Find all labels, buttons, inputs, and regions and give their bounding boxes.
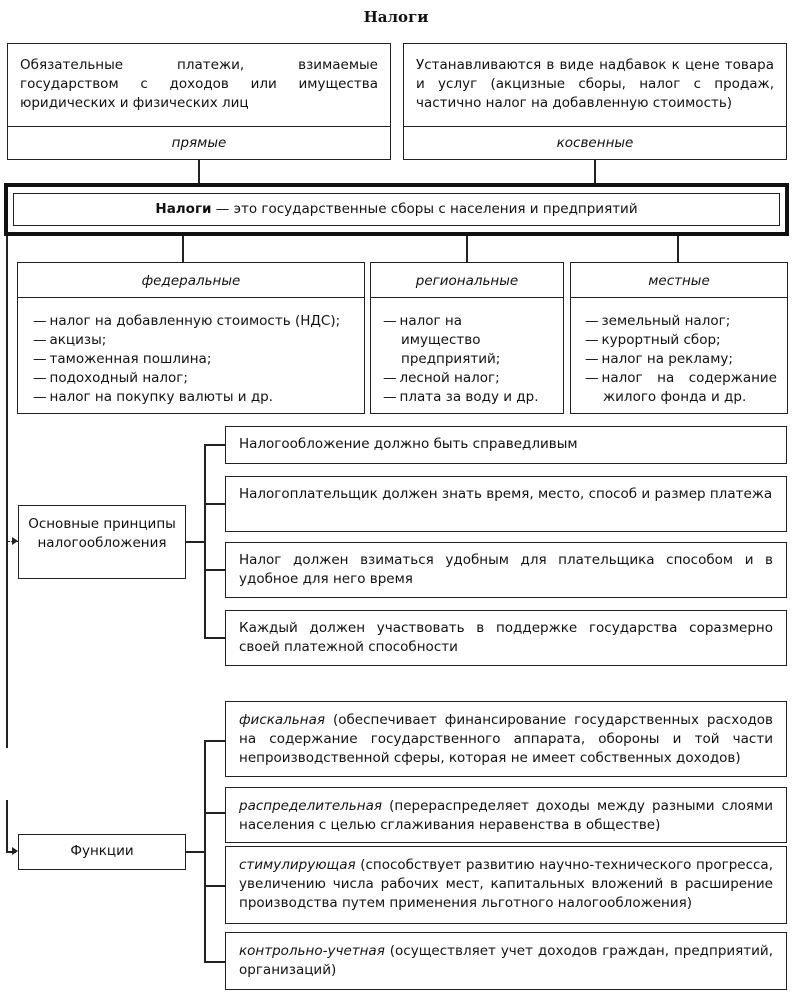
- principle-text: Каждый должен участвовать в поддержке государства соразмерно своей платежной способности: [239, 620, 773, 655]
- principles-label: Основные принципы налогообложения: [28, 516, 176, 551]
- principles-tick: [204, 569, 225, 571]
- direct-taxes-description: Обязательные платежи, взимаемые государством с доходов или имущества юридических и физических лиц: [20, 57, 378, 111]
- function-desc: (способствует развитию научно-технического прогресса, увеличению числа рабочих мест, капитальных вложений в расширение производства путем применения льготного налогообложения): [239, 857, 773, 911]
- principles-tick: [204, 637, 225, 639]
- indirect-taxes-box: [403, 43, 787, 160]
- list-item: — плата за воду и др.: [383, 388, 545, 407]
- function-desc: (перераспределяет доходы между разными слоями населения с целью сглаживания неравенства в обществе): [239, 798, 773, 833]
- principles-label-box: [18, 505, 186, 579]
- functions-spine-line: [6, 800, 8, 852]
- functions-tick: [204, 961, 225, 963]
- function-box: [225, 932, 787, 990]
- federal-taxes-label: федеральные: [141, 273, 241, 289]
- function-name: стимулирующая: [239, 857, 356, 873]
- local-taxes-label: местные: [648, 273, 710, 289]
- principles-bracket: [204, 444, 206, 638]
- list-item: — подоходный налог;: [33, 369, 361, 388]
- list-item: — курортный сбор;: [585, 331, 777, 350]
- functions-bracket: [204, 740, 206, 962]
- page-title: Налоги: [363, 8, 429, 26]
- principle-text: Налогоплательщик должен знать время, место, способ и размер платежа: [239, 486, 773, 502]
- list-item: — налог на рекламу;: [585, 350, 777, 369]
- principle-box: [225, 610, 787, 666]
- direct-connector: [198, 160, 200, 184]
- functions-tick: [204, 885, 225, 887]
- indirect-taxes-divider: [404, 126, 786, 127]
- function-text: [239, 942, 773, 980]
- list-item: — налог на добавленную стоимость (НДС);: [33, 312, 361, 331]
- indirect-taxes-label: косвенные: [556, 135, 634, 151]
- principles-tick: [204, 503, 225, 505]
- definition-term: Налоги: [155, 201, 212, 217]
- function-text: [239, 711, 773, 768]
- federal-divider: [18, 297, 364, 298]
- principle-box: [225, 426, 787, 464]
- local-connector: [677, 236, 679, 262]
- indirect-connector: [594, 160, 596, 184]
- local-taxes-list: [585, 312, 777, 407]
- federal-taxes-box: [17, 262, 365, 414]
- direct-taxes-box: [7, 43, 391, 160]
- function-text: [239, 797, 773, 835]
- list-item: — лесной налог;: [383, 369, 545, 388]
- functions-tick: [204, 740, 225, 742]
- list-item: — налог на содержание жилого фонда и др.: [585, 369, 777, 407]
- functions-tick: [204, 812, 225, 814]
- function-box: [225, 787, 787, 843]
- list-item: — таможенная пошлина;: [33, 350, 361, 369]
- regional-connector: [466, 236, 468, 262]
- federal-connector: [182, 236, 184, 262]
- functions-stem: [186, 851, 205, 853]
- principle-text: Налогообложение должно быть справедливым: [239, 436, 578, 452]
- function-name: распределительная: [239, 798, 382, 814]
- function-box: [225, 846, 787, 924]
- principles-tick: [204, 444, 225, 446]
- function-desc: (обеспечивает финансирование государственных расходов на содержание государственного аппарата, обороны и той части непроизводственной сферы, которая не имеет собственных доходов): [239, 712, 773, 766]
- direct-taxes-divider: [8, 126, 390, 127]
- function-desc: (осуществляет учет доходов граждан, предприятий, организаций): [239, 943, 773, 978]
- direct-taxes-label: прямые: [171, 135, 227, 151]
- principle-box: [225, 542, 787, 598]
- regional-taxes-box: [370, 262, 564, 414]
- indirect-taxes-description: Устанавливаются в виде надбавок к цене товара и услуг (акцизные сборы, налог с продаж, частично налог на добавленную стоимость): [416, 57, 774, 111]
- definition-outer-frame: [4, 183, 789, 236]
- regional-taxes-label: региональные: [415, 273, 519, 289]
- definition-inner-frame: [13, 193, 780, 226]
- list-item: — налог на покупку валюты и др.: [33, 388, 361, 407]
- principle-box: [225, 476, 787, 532]
- local-divider: [571, 297, 787, 298]
- definition-body: — это государственные сборы с населения и предприятий: [211, 201, 638, 217]
- function-box: [225, 701, 787, 777]
- list-item: — земельный налог;: [585, 312, 777, 331]
- definition-text: [14, 200, 779, 219]
- function-name: контрольно-учетная: [239, 943, 385, 959]
- regional-taxes-list: [383, 312, 545, 407]
- federal-taxes-list: [33, 312, 361, 407]
- principles-stem: [186, 541, 205, 543]
- principle-text: Налог должен взиматься удобным для плательщика способом и в удобное для него время: [239, 552, 773, 587]
- function-text: [239, 856, 773, 913]
- list-item: — акцизы;: [33, 331, 361, 350]
- functions-label-box: [18, 834, 186, 870]
- list-item: — налог на имущество предприятий;: [383, 312, 545, 369]
- left-spine-line: [6, 236, 8, 748]
- functions-label: Функции: [70, 843, 134, 859]
- function-name: фискальная: [239, 712, 325, 728]
- local-taxes-box: [570, 262, 788, 414]
- regional-divider: [371, 297, 563, 298]
